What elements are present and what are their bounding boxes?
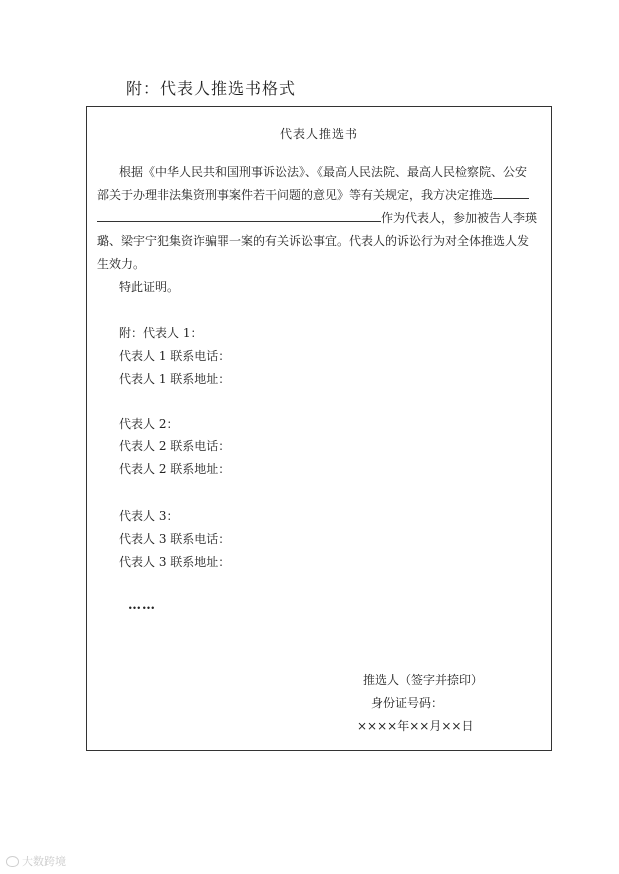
page-heading: 附：代表人推选书格式 xyxy=(126,79,297,98)
rep2-phone: 代表人 2 联系电话： xyxy=(119,439,231,453)
watermark-text: 大数跨境 xyxy=(22,855,66,868)
paragraph-line: 根据《中华人民共和国刑事诉讼法》、《最高人民法院、最高人民检察院、公安 xyxy=(119,165,528,179)
certify-text: 特此证明。 xyxy=(119,280,180,294)
watermark xyxy=(6,853,66,869)
document-title: 代表人推选书 xyxy=(279,127,358,141)
rep3-label: 代表人 3： xyxy=(119,509,179,523)
blank-line xyxy=(97,207,381,222)
rep1-label: 附：代表人 1： xyxy=(119,326,203,340)
rep1-phone: 代表人 1 联系电话： xyxy=(119,349,231,363)
rep2-address: 代表人 2 联系地址： xyxy=(119,462,231,476)
rep2-label: 代表人 2： xyxy=(119,417,179,431)
rep3-address: 代表人 3 联系地址： xyxy=(119,555,231,569)
rep1-address: 代表人 1 联系地址： xyxy=(119,372,231,386)
date-label: ××××年××月××日 xyxy=(357,719,474,733)
id-number-label: 身份证号码： xyxy=(371,696,444,710)
rep3-phone: 代表人 3 联系电话： xyxy=(119,532,231,546)
paragraph-line: 璐、梁宇宁犯集资诈骗罪一案的有关诉讼事宜。代表人的诉讼行为对全体推选人发 xyxy=(97,234,530,248)
paragraph-line: 生效力。 xyxy=(97,257,146,271)
paragraph-text: 部关于办理非法集资刑事案件若干问题的意见》等有关规定，我方决定推选 xyxy=(97,188,494,202)
paragraph-text: 作为代表人，参加被告人李瑛 xyxy=(381,211,538,225)
ellipsis: …… xyxy=(128,598,156,613)
blank-line xyxy=(493,184,529,199)
signer-label: 推选人（签字并捺印） xyxy=(363,673,484,687)
paragraph-line xyxy=(97,207,537,229)
weibo-icon xyxy=(6,856,19,867)
paragraph-line xyxy=(97,184,529,206)
